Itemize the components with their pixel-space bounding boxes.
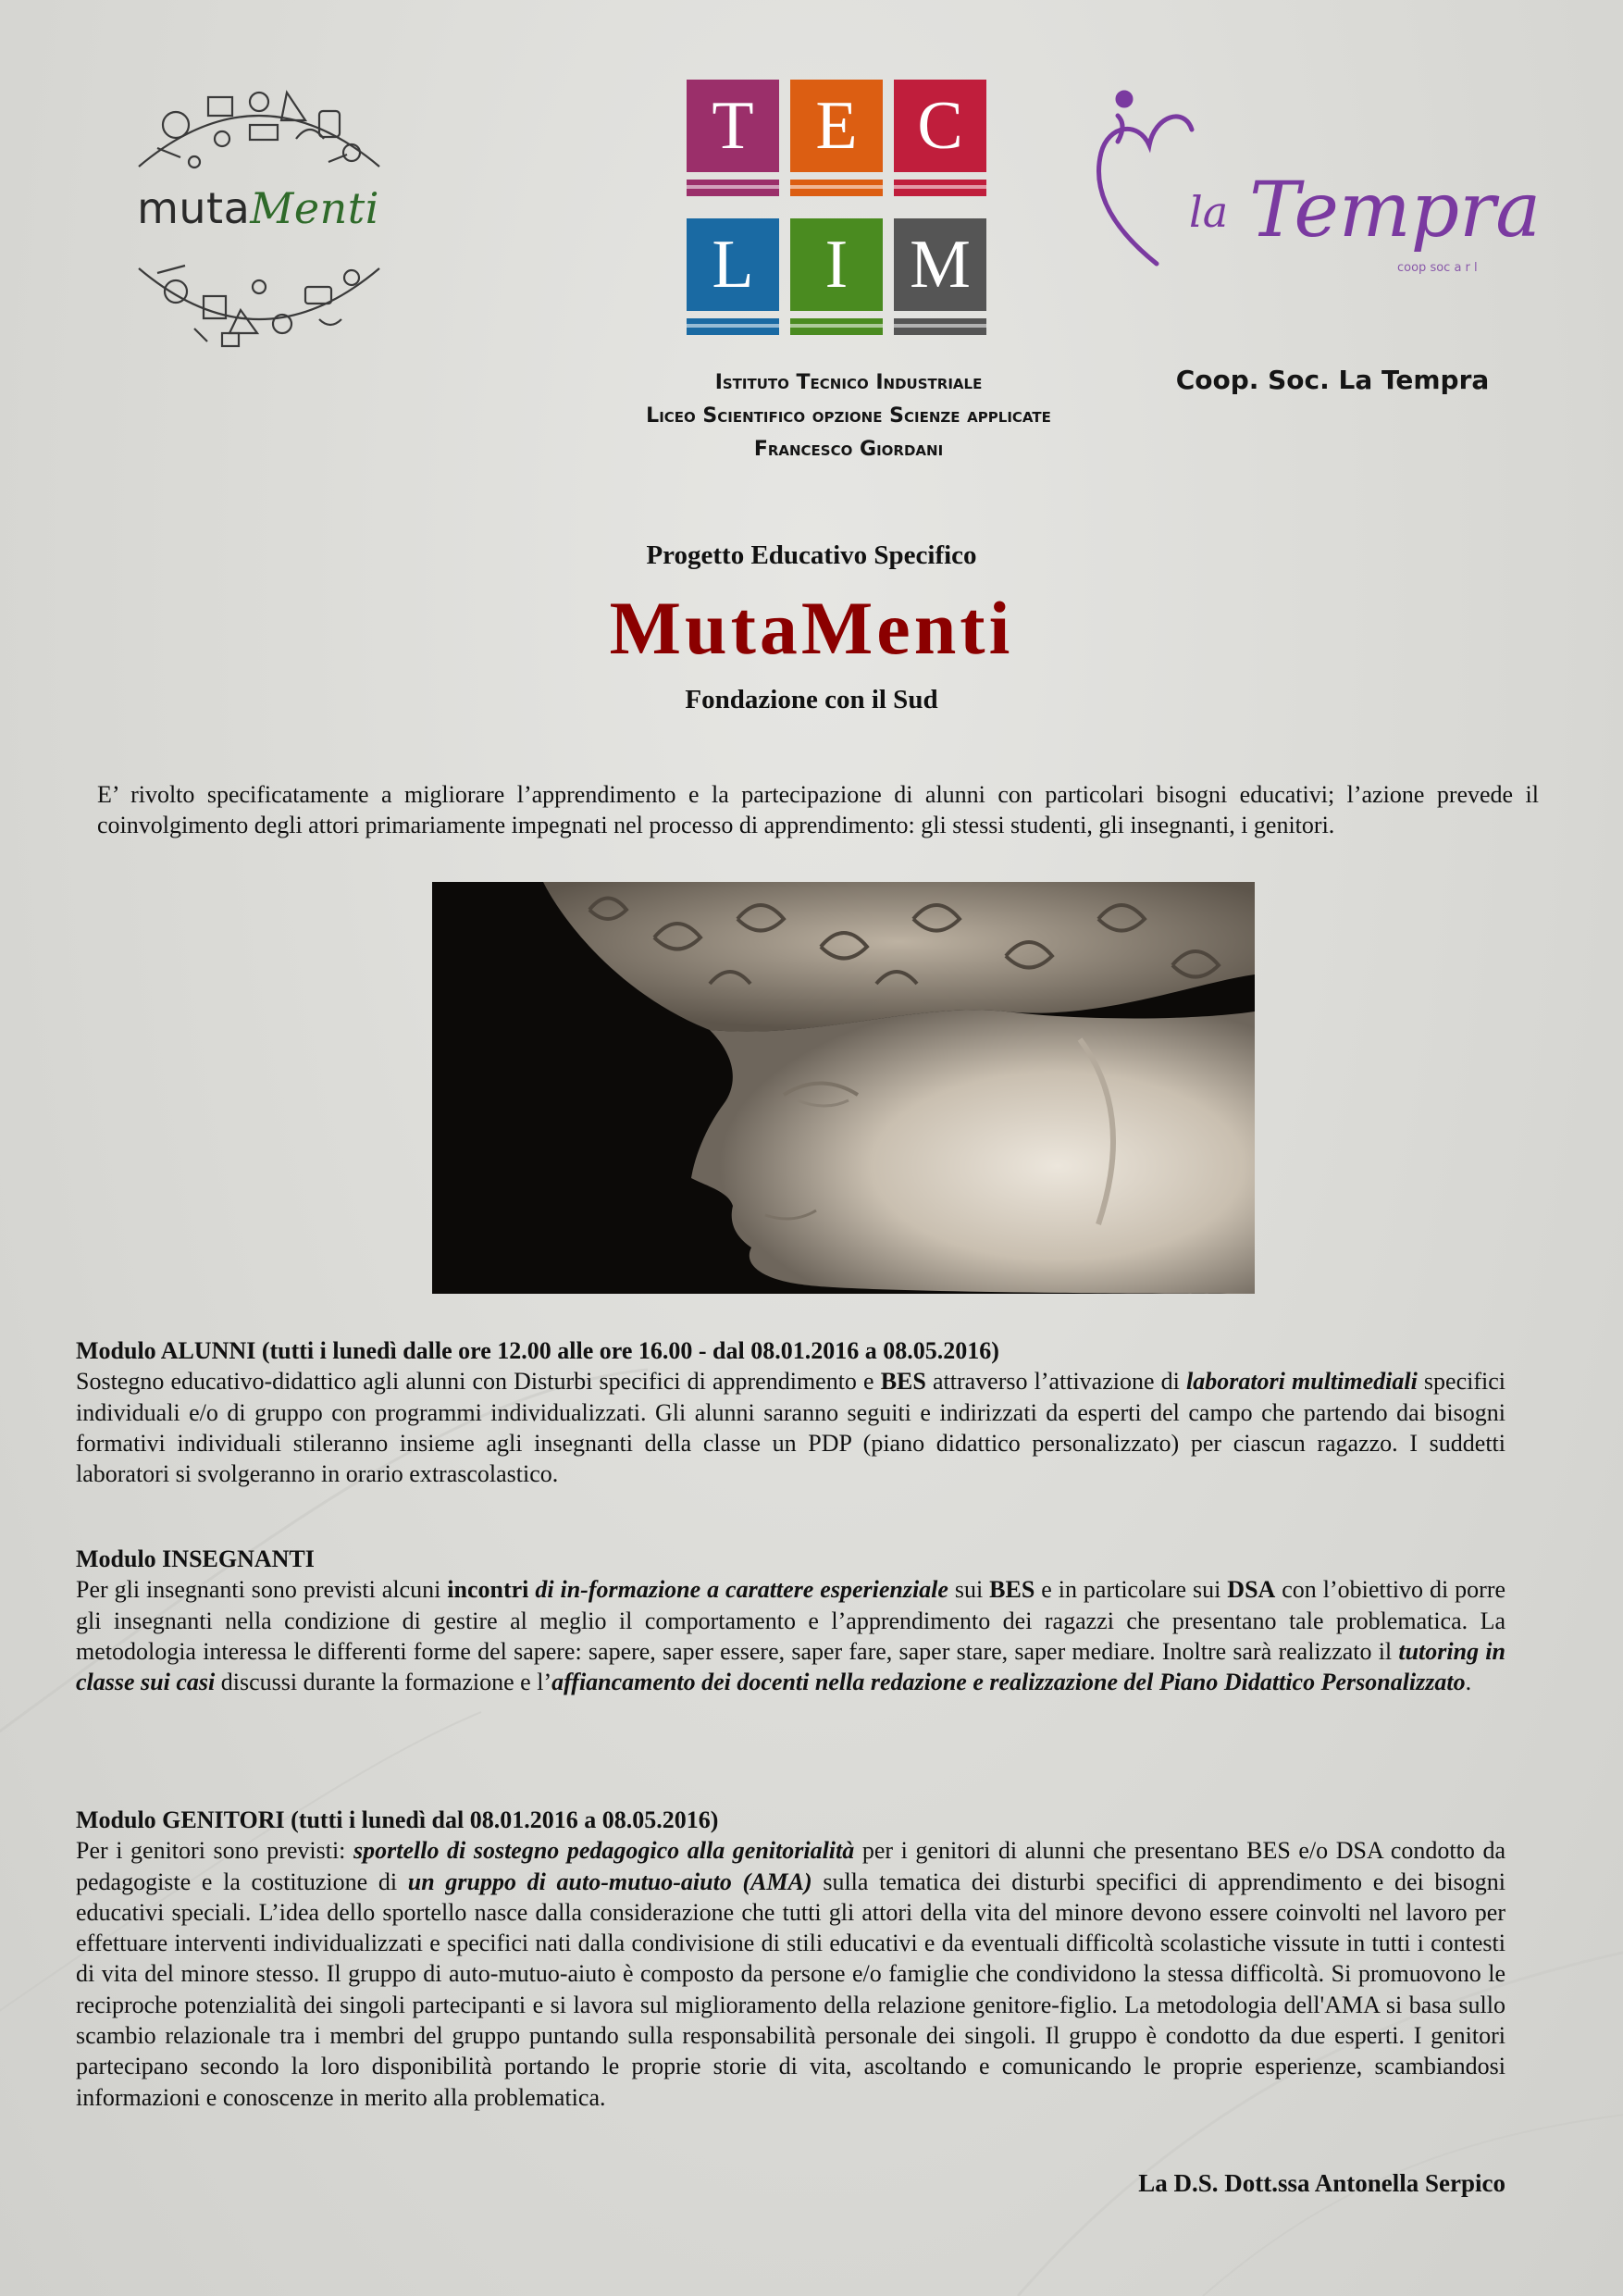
institute-name: Istituto Tecnico Industriale Liceo Scientifico opzione Scienze applicate Francesco Giordani (646, 371, 1051, 461)
text-run: sulla tematica dei disturbi specifici di apprendimento e dei bisogni educativi speciali. L’idea dello sportello nasce dalla considerazione che tutti gli attori della vita del minore devono essere coinvolti nel lavoro per effettuare interventi individualizzati e specifici nati dalla condivisione di stili educativi e da eventuali difficoltà scolastiche vissute in tutti i contesti di vita del minore stesso. Il gruppo di auto-mutuo-aiuto è composto da persone e/o famiglie che condividono la stessa difficoltà. Si promuovono le reciproche potenzialità dei singoli partecipanti e si lavora sul miglioramento della relazione genitore-figlio. La metodologia dell'AMA si basa sullo scambio relazionale tra i membri del gruppo puntando sulla responsabilità personale dei singoli. Il gruppo è condotto da due esperti. I genitori partecipano secondo la loro disponibilità portando le proprie storie di vita, ascoltando e comunicando le proprie esperienze, scambiandosi informazioni e conoscenze in merito alla problematica. (76, 1868, 1505, 2111)
text-run: con l’obiettivo di porre gli insegnanti nella condizione di gestire al meglio il comportamento e l’apprendimento dei ragazzi che presentano tale problematica. La metodologia interessa le differenti forme del sapere: sapere, saper essere, saper fare, saper stare, saper mediare. Inoltre sarà realizzato il (76, 1576, 1506, 1665)
bold-italic-run: laboratori multimediali (1185, 1368, 1418, 1396)
text-run: specifici individuali e/o di gruppo con programmi individualizzati. Gli alunni saranno seguiti e indirizzati da esperti del campo che partendo dai bisogni formativi individuali stileranno insieme agli insegnanti della classe un PDP (piano didattico personalizzato) per ciascun ragazzo. I suddetti laboratori si svolgeranno in orario extrascolastico. (76, 1368, 1505, 1488)
module-alunni-body (76, 1366, 1505, 1489)
foundation-label: Fondazione con il Sud (685, 685, 938, 714)
bar-l (687, 318, 779, 335)
bar-i (790, 318, 883, 335)
module-alunni (76, 1335, 1505, 1489)
bar-m (894, 318, 986, 335)
mutamenti-logo (120, 74, 398, 361)
bold-italic-run: un gruppo di auto-mutuo-aiuto (AMA) (407, 1868, 812, 1895)
bar-t (687, 180, 779, 196)
coop-small-text: coop soc a r l (1397, 261, 1478, 275)
text-run: Sostegno educativo-didattico agli alunni con Disturbi specifici di apprendimento e (76, 1368, 881, 1396)
bold-run: incontri (447, 1576, 529, 1604)
la-tempra-logo (1092, 88, 1545, 292)
bold-italic-run: affiancamento dei docenti nella redazione e realizzazione del Piano Didattico Personalizzato (551, 1669, 1466, 1696)
text-run: . (1465, 1669, 1472, 1696)
bold-run: BES (880, 1368, 926, 1396)
tile-m: M (894, 218, 986, 311)
text-run: Per i genitori sono previsti: (76, 1837, 353, 1865)
bar-c (894, 180, 986, 196)
module-genitori-body (76, 1835, 1505, 2113)
intro-paragraph: E’ rivolto specificatamente a migliorare l’apprendimento e la partecipazione di alunni con particolari bisogni educativi; l’azione prevede il coinvolgimento degli attori primariamente impegnati nel processo di apprendimento: gli stessi studenti, gli insegnanti, i genitori. (97, 781, 1539, 838)
text-run: attraverso l’attivazione di (925, 1368, 1186, 1396)
statue-head-image (432, 882, 1255, 1294)
heart-icon (1092, 88, 1545, 292)
tile-c: C (894, 80, 986, 172)
module-genitori-heading: Modulo GENITORI (tutti i lunedì dal 08.01.2016 a 08.05.2016) (76, 1806, 719, 1833)
tile-i: I (790, 218, 883, 311)
module-genitori (76, 1805, 1505, 2113)
tempra-script: Tempra (1249, 167, 1542, 254)
module-insegnanti (76, 1544, 1505, 1697)
mutamenti-wordmark: mutaMenti (137, 183, 379, 233)
coop-label: Coop. Soc. La Tempra (1175, 365, 1490, 395)
text-run: per i genitori di alunni che presentano BES e/o DSA condotto da pedagogiste e la costituzione di (76, 1837, 1506, 1895)
teclim-logo (687, 80, 988, 339)
signature: La D.S. Dott.ssa Antonella Serpico (1138, 2169, 1505, 2197)
text-run: Per gli insegnanti sono previsti alcuni (76, 1576, 448, 1604)
bold-italic-run: sportello di sostegno pedagogico alla genitorialità (353, 1837, 855, 1865)
module-alunni-heading: Modulo ALUNNI (tutti i lunedì dalle ore 12.00 alle ore 16.00 - dal 08.01.2016 a 08.05.2016) (76, 1337, 999, 1364)
page-title: MutaMenti (609, 586, 1014, 670)
tile-e: E (790, 80, 883, 172)
project-label: Progetto Educativo Specifico (646, 540, 977, 570)
bold-italic-run: di in-formazione a carattere esperienziale (528, 1576, 948, 1604)
statue-photo (432, 882, 1255, 1294)
text-run: discussi durante la formazione e l’ (215, 1669, 552, 1696)
bold-italic-run: tutoring in classe sui casi (76, 1637, 1505, 1696)
bold-run: DSA (1227, 1576, 1276, 1604)
text-run: e in particolare sui (1035, 1576, 1228, 1604)
module-insegnanti-body (76, 1574, 1505, 1697)
bar-e (790, 180, 883, 196)
tile-l: L (687, 218, 779, 311)
bold-run: BES (989, 1576, 1035, 1604)
module-insegnanti-heading: Modulo INSEGNANTI (76, 1545, 315, 1572)
tile-t: T (687, 80, 779, 172)
text-run: sui (948, 1576, 990, 1604)
la-script: la (1189, 187, 1229, 237)
